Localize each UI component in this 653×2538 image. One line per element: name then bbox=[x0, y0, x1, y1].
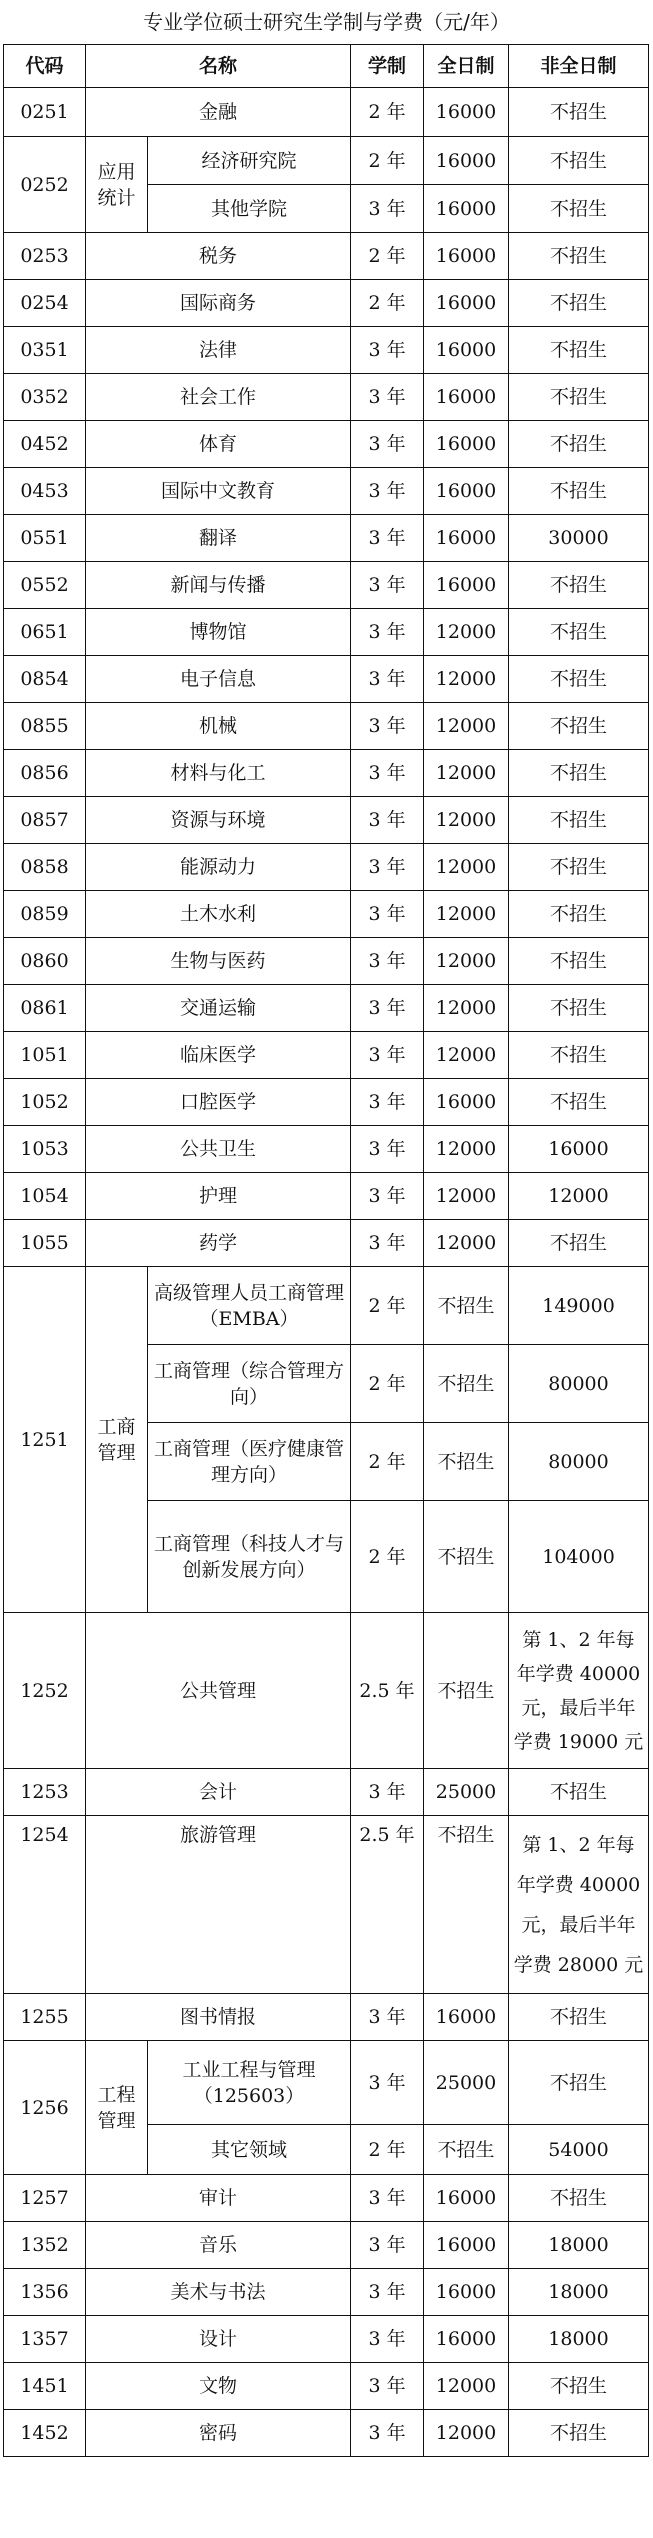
name-cell: 美术与书法 bbox=[86, 2269, 351, 2316]
name-cell: 密码 bbox=[86, 2410, 351, 2457]
table-row bbox=[4, 2222, 649, 2269]
parttime-cell: 不招生 bbox=[509, 1032, 649, 1079]
table-row bbox=[4, 421, 649, 468]
fulltime-cell: 12000 bbox=[424, 844, 509, 891]
fulltime-cell: 12000 bbox=[424, 703, 509, 750]
table-row bbox=[4, 938, 649, 985]
name-cell: 其它领域 bbox=[148, 2125, 351, 2175]
fulltime-cell: 16000 bbox=[424, 2316, 509, 2363]
name-cell: 文物 bbox=[86, 2363, 351, 2410]
years-cell: 3 年 bbox=[351, 185, 424, 233]
parttime-cell: 18000 bbox=[509, 2269, 649, 2316]
years-cell: 2 年 bbox=[351, 137, 424, 185]
code-cell: 0551 bbox=[4, 515, 86, 562]
parttime-cell: 不招生 bbox=[509, 1220, 649, 1267]
fulltime-cell: 16000 bbox=[424, 562, 509, 609]
fulltime-cell: 12000 bbox=[424, 891, 509, 938]
name-cell: 土木水利 bbox=[86, 891, 351, 938]
years-cell: 2 年 bbox=[351, 1345, 424, 1423]
fulltime-cell: 12000 bbox=[424, 1126, 509, 1173]
fulltime-cell: 16000 bbox=[424, 327, 509, 374]
years-cell: 3 年 bbox=[351, 562, 424, 609]
years-cell: 3 年 bbox=[351, 1079, 424, 1126]
fulltime-cell: 不招生 bbox=[424, 2125, 509, 2175]
code-cell: 0452 bbox=[4, 421, 86, 468]
parttime-cell: 54000 bbox=[509, 2125, 649, 2175]
name-cell: 公共管理 bbox=[86, 1613, 351, 1769]
name-cell: 工商管理（综合管理方向） bbox=[148, 1345, 351, 1423]
table-row bbox=[4, 2175, 649, 2222]
parttime-cell: 不招生 bbox=[509, 185, 649, 233]
page-title: 专业学位硕士研究生学制与学费（元/年） bbox=[143, 10, 510, 34]
fulltime-cell: 16000 bbox=[424, 2269, 509, 2316]
table-row bbox=[4, 1079, 649, 1126]
years-cell: 3 年 bbox=[351, 750, 424, 797]
years-cell: 2 年 bbox=[351, 233, 424, 280]
table-row bbox=[4, 2363, 649, 2410]
table-row bbox=[4, 703, 649, 750]
years-cell: 3 年 bbox=[351, 327, 424, 374]
code-cell: 0857 bbox=[4, 797, 86, 844]
name-cell: 工商管理（医疗健康管理方向） bbox=[148, 1423, 351, 1501]
code-cell: 1054 bbox=[4, 1173, 86, 1220]
table-row bbox=[4, 88, 649, 137]
fulltime-cell: 16000 bbox=[424, 88, 509, 137]
name-cell: 新闻与传播 bbox=[86, 562, 351, 609]
fulltime-cell: 12000 bbox=[424, 1032, 509, 1079]
parttime-cell: 18000 bbox=[509, 2316, 649, 2363]
years-cell: 3 年 bbox=[351, 468, 424, 515]
table-row bbox=[4, 656, 649, 703]
parttime-cell: 80000 bbox=[509, 1345, 649, 1423]
parttime-cell: 不招生 bbox=[509, 468, 649, 515]
table-row bbox=[4, 1126, 649, 1173]
code-cell: 0859 bbox=[4, 891, 86, 938]
header-fulltime: 全日制 bbox=[424, 45, 509, 88]
years-cell: 2.5 年 bbox=[351, 1613, 424, 1769]
code-cell: 1053 bbox=[4, 1126, 86, 1173]
years-cell: 3 年 bbox=[351, 374, 424, 421]
code-cell: 1252 bbox=[4, 1613, 86, 1769]
name-cell: 体育 bbox=[86, 421, 351, 468]
name-cell: 其他学院 bbox=[148, 185, 351, 233]
fulltime-cell: 12000 bbox=[424, 938, 509, 985]
parttime-cell: 不招生 bbox=[509, 609, 649, 656]
name-cell: 国际商务 bbox=[86, 280, 351, 327]
fulltime-cell: 12000 bbox=[424, 609, 509, 656]
parttime-cell: 不招生 bbox=[509, 985, 649, 1032]
years-cell: 3 年 bbox=[351, 1173, 424, 1220]
years-cell: 3 年 bbox=[351, 656, 424, 703]
years-cell: 3 年 bbox=[351, 2410, 424, 2457]
fulltime-cell: 12000 bbox=[424, 656, 509, 703]
name-cell: 电子信息 bbox=[86, 656, 351, 703]
years-cell: 3 年 bbox=[351, 2041, 424, 2125]
table-row bbox=[4, 1994, 649, 2041]
parttime-cell: 不招生 bbox=[509, 750, 649, 797]
code-cell: 1052 bbox=[4, 1079, 86, 1126]
years-cell: 3 年 bbox=[351, 797, 424, 844]
name-cell: 口腔医学 bbox=[86, 1079, 351, 1126]
table-row bbox=[4, 2269, 649, 2316]
fulltime-cell: 16000 bbox=[424, 233, 509, 280]
fulltime-cell: 16000 bbox=[424, 185, 509, 233]
header-parttime: 非全日制 bbox=[509, 45, 649, 88]
parttime-cell: 16000 bbox=[509, 1126, 649, 1173]
years-cell: 2 年 bbox=[351, 88, 424, 137]
fulltime-cell: 12000 bbox=[424, 1220, 509, 1267]
years-cell: 2 年 bbox=[351, 1501, 424, 1613]
table-row bbox=[4, 891, 649, 938]
years-cell: 3 年 bbox=[351, 891, 424, 938]
name-cell: 工商管理（科技人才与创新发展方向） bbox=[148, 1501, 351, 1613]
fulltime-cell: 不招生 bbox=[424, 1501, 509, 1613]
years-cell: 2 年 bbox=[351, 1423, 424, 1501]
parttime-cell: 不招生 bbox=[509, 2041, 649, 2125]
table-row bbox=[4, 2316, 649, 2363]
years-cell: 3 年 bbox=[351, 515, 424, 562]
fulltime-cell: 12000 bbox=[424, 2363, 509, 2410]
table-row bbox=[4, 280, 649, 327]
parttime-cell: 不招生 bbox=[509, 938, 649, 985]
parttime-cell: 149000 bbox=[509, 1267, 649, 1345]
fulltime-cell: 25000 bbox=[424, 2041, 509, 2125]
fulltime-cell: 不招生 bbox=[424, 1816, 509, 1994]
name-cell: 社会工作 bbox=[86, 374, 351, 421]
header-code: 代码 bbox=[4, 45, 86, 88]
name-cell: 工业工程与管理（125603） bbox=[148, 2041, 351, 2125]
years-cell: 3 年 bbox=[351, 938, 424, 985]
fulltime-cell: 不招生 bbox=[424, 1267, 509, 1345]
parttime-cell: 80000 bbox=[509, 1423, 649, 1501]
name-cell: 法律 bbox=[86, 327, 351, 374]
parttime-cell: 不招生 bbox=[509, 1079, 649, 1126]
fulltime-cell: 12000 bbox=[424, 797, 509, 844]
years-cell: 3 年 bbox=[351, 1994, 424, 2041]
years-cell: 3 年 bbox=[351, 1220, 424, 1267]
parttime-cell: 不招生 bbox=[509, 2363, 649, 2410]
fulltime-cell: 不招生 bbox=[424, 1613, 509, 1769]
name-cell: 国际中文教育 bbox=[86, 468, 351, 515]
name-cell: 设计 bbox=[86, 2316, 351, 2363]
code-cell: 0651 bbox=[4, 609, 86, 656]
code-cell: 1256 bbox=[4, 2041, 86, 2175]
table-row bbox=[4, 797, 649, 844]
name-cell: 交通运输 bbox=[86, 985, 351, 1032]
parttime-cell: 不招生 bbox=[509, 88, 649, 137]
parttime-cell: 不招生 bbox=[509, 421, 649, 468]
parttime-cell: 不招生 bbox=[509, 1994, 649, 2041]
years-cell: 3 年 bbox=[351, 421, 424, 468]
parttime-cell: 不招生 bbox=[509, 280, 649, 327]
table-row bbox=[4, 515, 649, 562]
name-cell: 金融 bbox=[86, 88, 351, 137]
parttime-cell: 不招生 bbox=[509, 233, 649, 280]
parttime-cell: 不招生 bbox=[509, 891, 649, 938]
tuition-table bbox=[3, 44, 649, 2457]
table-row bbox=[4, 750, 649, 797]
parttime-cell: 12000 bbox=[509, 1173, 649, 1220]
years-cell: 3 年 bbox=[351, 2316, 424, 2363]
header-years: 学制 bbox=[351, 45, 424, 88]
name-cell: 能源动力 bbox=[86, 844, 351, 891]
years-cell: 3 年 bbox=[351, 985, 424, 1032]
fulltime-cell: 16000 bbox=[424, 1994, 509, 2041]
code-cell: 0251 bbox=[4, 88, 86, 137]
code-cell: 0453 bbox=[4, 468, 86, 515]
parttime-cell: 不招生 bbox=[509, 374, 649, 421]
code-cell: 1451 bbox=[4, 2363, 86, 2410]
parttime-cell: 不招生 bbox=[509, 797, 649, 844]
years-cell: 2 年 bbox=[351, 280, 424, 327]
name-cell: 翻译 bbox=[86, 515, 351, 562]
fulltime-cell: 16000 bbox=[424, 421, 509, 468]
name-cell: 会计 bbox=[86, 1769, 351, 1816]
table-row bbox=[4, 1816, 649, 1994]
code-cell: 1255 bbox=[4, 1994, 86, 2041]
years-cell: 3 年 bbox=[351, 2363, 424, 2410]
table-row bbox=[4, 1613, 649, 1769]
name-cell: 资源与环境 bbox=[86, 797, 351, 844]
years-cell: 3 年 bbox=[351, 2269, 424, 2316]
parttime-cell: 不招生 bbox=[509, 327, 649, 374]
parttime-cell: 不招生 bbox=[509, 562, 649, 609]
table-row bbox=[4, 844, 649, 891]
name-cell: 旅游管理 bbox=[86, 1816, 351, 1994]
years-cell: 3 年 bbox=[351, 2222, 424, 2269]
group-name-cell: 工商管理 bbox=[86, 1267, 148, 1613]
code-cell: 0352 bbox=[4, 374, 86, 421]
table-row bbox=[4, 374, 649, 421]
fulltime-cell: 16000 bbox=[424, 1079, 509, 1126]
parttime-cell: 不招生 bbox=[509, 2175, 649, 2222]
header-name: 名称 bbox=[86, 45, 351, 88]
name-cell: 药学 bbox=[86, 1220, 351, 1267]
fulltime-cell: 不招生 bbox=[424, 1423, 509, 1501]
table-row bbox=[4, 2041, 649, 2125]
code-cell: 1055 bbox=[4, 1220, 86, 1267]
years-cell: 3 年 bbox=[351, 2175, 424, 2222]
name-cell: 税务 bbox=[86, 233, 351, 280]
fulltime-cell: 16000 bbox=[424, 280, 509, 327]
code-cell: 1356 bbox=[4, 2269, 86, 2316]
fulltime-cell: 16000 bbox=[424, 2222, 509, 2269]
code-cell: 0856 bbox=[4, 750, 86, 797]
name-cell: 材料与化工 bbox=[86, 750, 351, 797]
name-cell: 临床医学 bbox=[86, 1032, 351, 1079]
fulltime-cell: 25000 bbox=[424, 1769, 509, 1816]
table-row bbox=[4, 137, 649, 185]
table-row bbox=[4, 1220, 649, 1267]
years-cell: 3 年 bbox=[351, 703, 424, 750]
parttime-cell: 104000 bbox=[509, 1501, 649, 1613]
name-cell: 公共卫生 bbox=[86, 1126, 351, 1173]
code-cell: 1251 bbox=[4, 1267, 86, 1613]
fulltime-cell: 16000 bbox=[424, 515, 509, 562]
code-cell: 1452 bbox=[4, 2410, 86, 2457]
name-cell: 高级管理人员工商管理（EMBA） bbox=[148, 1267, 351, 1345]
fulltime-cell: 16000 bbox=[424, 374, 509, 421]
parttime-cell: 不招生 bbox=[509, 1769, 649, 1816]
code-cell: 0860 bbox=[4, 938, 86, 985]
code-cell: 0253 bbox=[4, 233, 86, 280]
name-cell: 审计 bbox=[86, 2175, 351, 2222]
parttime-cell: 18000 bbox=[509, 2222, 649, 2269]
parttime-cell: 30000 bbox=[509, 515, 649, 562]
header-row bbox=[4, 45, 649, 88]
table-row bbox=[4, 1267, 649, 1345]
fulltime-cell: 12000 bbox=[424, 1173, 509, 1220]
code-cell: 0254 bbox=[4, 280, 86, 327]
years-cell: 3 年 bbox=[351, 1126, 424, 1173]
table-row bbox=[4, 562, 649, 609]
group-name-cell: 工程管理 bbox=[86, 2041, 148, 2175]
code-cell: 0858 bbox=[4, 844, 86, 891]
parttime-cell: 不招生 bbox=[509, 703, 649, 750]
parttime-cell: 不招生 bbox=[509, 656, 649, 703]
group-name-cell: 应用统计 bbox=[86, 137, 148, 233]
code-cell: 1357 bbox=[4, 2316, 86, 2363]
fulltime-cell: 不招生 bbox=[424, 1345, 509, 1423]
name-cell: 机械 bbox=[86, 703, 351, 750]
parttime-cell: 不招生 bbox=[509, 2410, 649, 2457]
code-cell: 0855 bbox=[4, 703, 86, 750]
fulltime-cell: 16000 bbox=[424, 468, 509, 515]
table-row bbox=[4, 2410, 649, 2457]
years-cell: 2 年 bbox=[351, 1267, 424, 1345]
name-cell: 博物馆 bbox=[86, 609, 351, 656]
fulltime-cell: 12000 bbox=[424, 2410, 509, 2457]
table-row bbox=[4, 468, 649, 515]
years-cell: 3 年 bbox=[351, 1032, 424, 1079]
years-cell: 3 年 bbox=[351, 844, 424, 891]
code-cell: 1352 bbox=[4, 2222, 86, 2269]
code-cell: 0854 bbox=[4, 656, 86, 703]
code-cell: 1254 bbox=[4, 1816, 86, 1994]
code-cell: 1253 bbox=[4, 1769, 86, 1816]
code-cell: 1051 bbox=[4, 1032, 86, 1079]
name-cell: 经济研究院 bbox=[148, 137, 351, 185]
fulltime-cell: 16000 bbox=[424, 2175, 509, 2222]
code-cell: 0552 bbox=[4, 562, 86, 609]
code-cell: 0351 bbox=[4, 327, 86, 374]
table-row bbox=[4, 985, 649, 1032]
code-cell: 1257 bbox=[4, 2175, 86, 2222]
table-row bbox=[4, 327, 649, 374]
parttime-cell: 第 1、2 年每年学费 40000 元，最后半年学费 28000 元 bbox=[509, 1816, 649, 1994]
fulltime-cell: 12000 bbox=[424, 985, 509, 1032]
parttime-cell: 不招生 bbox=[509, 137, 649, 185]
years-cell: 2.5 年 bbox=[351, 1816, 424, 1994]
name-cell: 图书情报 bbox=[86, 1994, 351, 2041]
parttime-cell: 第 1、2 年每年学费 40000 元，最后半年学费 19000 元 bbox=[509, 1613, 649, 1769]
fulltime-cell: 12000 bbox=[424, 750, 509, 797]
table-row bbox=[4, 609, 649, 656]
code-cell: 0252 bbox=[4, 137, 86, 233]
years-cell: 3 年 bbox=[351, 609, 424, 656]
years-cell: 3 年 bbox=[351, 1769, 424, 1816]
name-cell: 生物与医药 bbox=[86, 938, 351, 985]
name-cell: 护理 bbox=[86, 1173, 351, 1220]
table-row bbox=[4, 1173, 649, 1220]
table-row bbox=[4, 1769, 649, 1816]
parttime-cell: 不招生 bbox=[509, 844, 649, 891]
table-row bbox=[4, 1032, 649, 1079]
fulltime-cell: 16000 bbox=[424, 137, 509, 185]
table-row bbox=[4, 233, 649, 280]
years-cell: 2 年 bbox=[351, 2125, 424, 2175]
name-cell: 音乐 bbox=[86, 2222, 351, 2269]
code-cell: 0861 bbox=[4, 985, 86, 1032]
